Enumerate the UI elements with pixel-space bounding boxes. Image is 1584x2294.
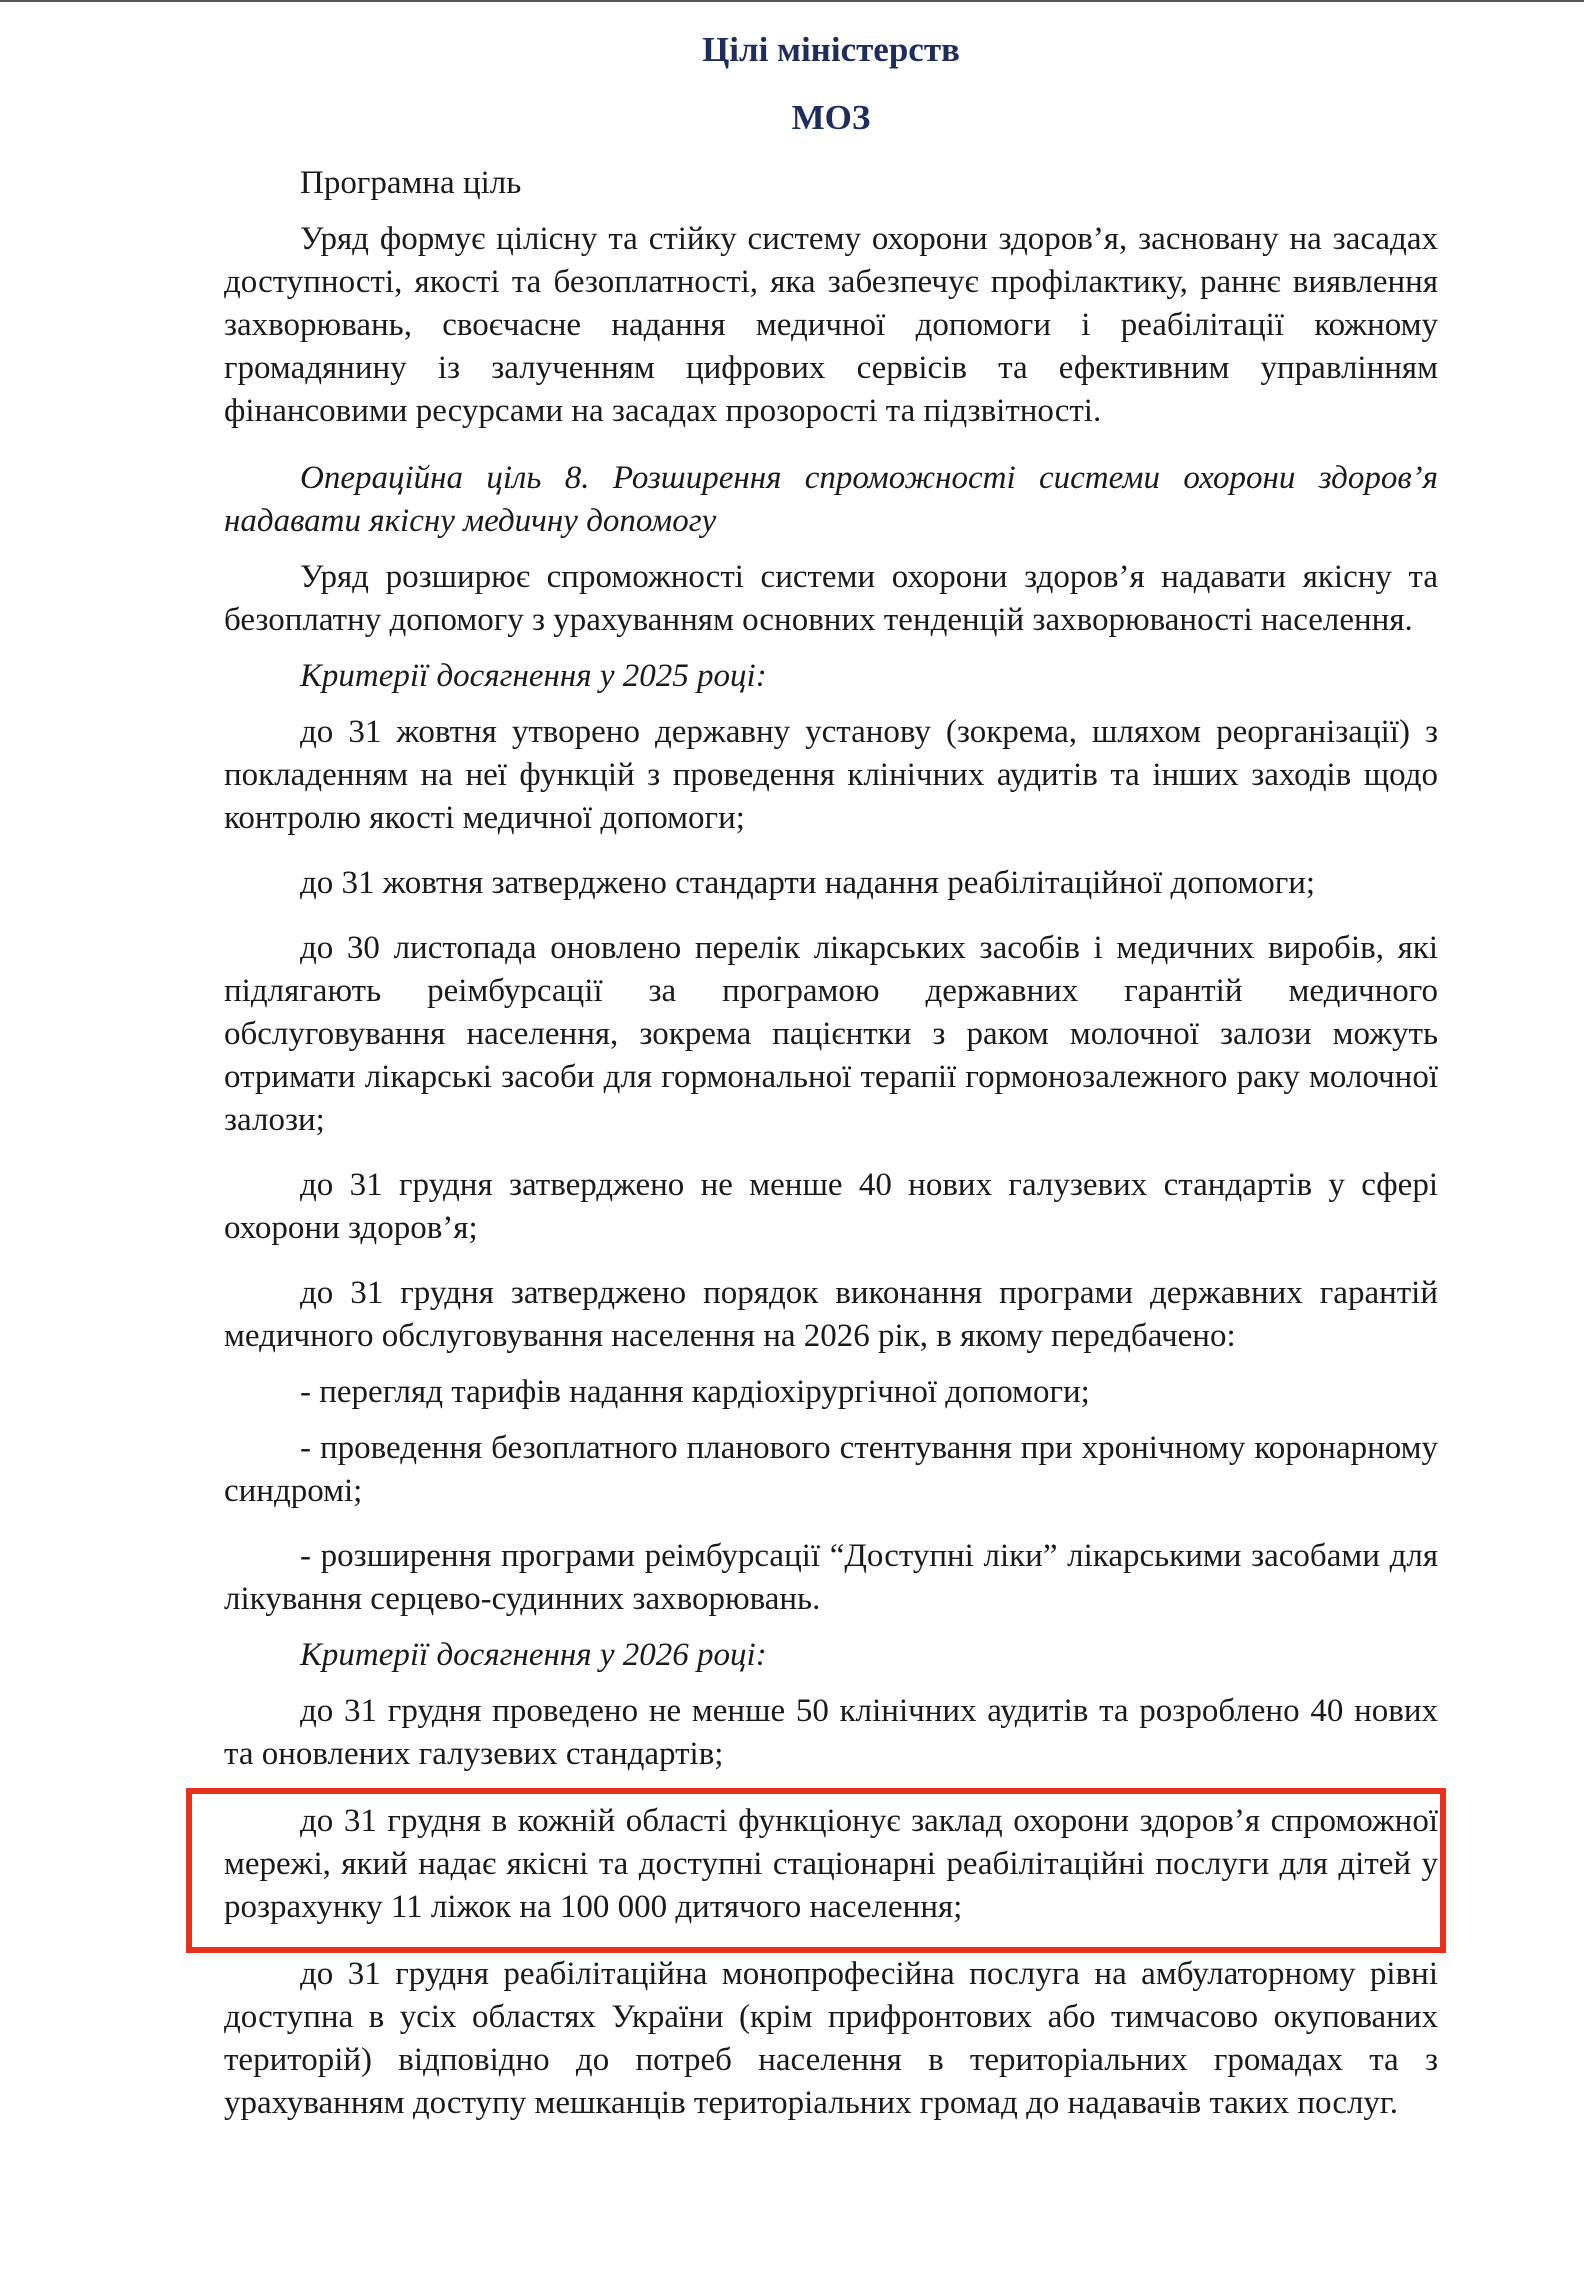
criteria-2025-item: до 31 грудня затверджено не менше 40 нових галузевих стандартів у сфері охорони здоров’я; <box>224 1167 1438 1246</box>
criteria-2026-item: до 31 грудня в кожній області функціонує заклад охорони здоров’я спроможної мережі, який надає якісні та доступні стаціонарні реабілітаційні послуги для дітей у розрахунку 11 ліжок на 100 000 дитячого населення; <box>224 1803 1438 1925</box>
ministry-title: МОЗ <box>791 98 871 137</box>
criteria-2025-sub-item: - проведення безоплатного планового стентування при хронічному коронарному синдромі; <box>224 1430 1438 1509</box>
criteria-2025-sub-item: - розширення програми реімбурсації “Доступні ліки” лікарськими засобами для лікування серцево-судинних захворювань. <box>224 1538 1438 1617</box>
criteria-2026-heading: Критерії досягнення у 2026 році: <box>300 1637 767 1673</box>
criteria-2025-item: до 31 грудня затверджено порядок виконання програми державних гарантій медичного обслуговування населення на 2026 рік, в якому передбачено: <box>224 1275 1438 1354</box>
criteria-2025-item: до 31 жовтня затверджено стандарти надання реабілітаційної допомоги; <box>300 865 1316 901</box>
criteria-2025-sub-item: - перегляд тарифів надання кардіохірургічної допомоги; <box>300 1374 1090 1410</box>
operational-goal-title: Операційна ціль 8. Розширення спроможності системи охорони здоров’я надавати якісну медичну допомогу <box>224 460 1438 539</box>
criteria-2025-heading: Критерії досягнення у 2025 році: <box>300 658 767 694</box>
operational-goal-text: Уряд розширює спроможності системи охорони здоров’я надавати якісну та безоплатну допомогу з урахуванням основних тенденцій захворюваності населення. <box>224 559 1438 638</box>
criteria-2026-item: до 31 грудня реабілітаційна монопрофесійна послуга на амбулаторному рівні доступна в усіх областях України (крім прифронтових або тимчасово окупованих територій) відповідно до потреб населення в територіальних громадах та з урахуванням доступу мешканців територіальних громад до надавачів таких послуг. <box>224 1956 1438 2121</box>
criteria-2025-item: до 30 листопада оновлено перелік лікарських засобів і медичних виробів, які підлягають реімбурсації за програмою державних гарантій медичного обслуговування населення, зокрема пацієнтки з раком молочної залози можуть отримати лікарські засоби для гормональної терапії гормонозалежного раку молочної залози; <box>224 930 1438 1138</box>
highlighted-criterion <box>224 1800 1438 1929</box>
program-goal-label: Програмна ціль <box>300 165 522 201</box>
document-page <box>224 28 1438 2125</box>
document-title: Цілі міністерств <box>702 30 960 69</box>
program-goal-text: Уряд формує цілісну та стійку систему охорони здоров’я, засновану на засадах доступності, якості та безоплатності, яка забезпечує профілактику, раннє виявлення захворювань, своєчасне надання медичної допомоги і реабілітації кожному громадянину із залученням цифрових сервісів та ефективним управлінням фінансовими ресурсами на засадах прозорості та підзвітності. <box>224 221 1438 429</box>
top-border-line <box>0 0 1584 2</box>
criteria-2026-item: до 31 грудня проведено не менше 50 клінічних аудитів та розроблено 40 нових та оновлених галузевих стандартів; <box>224 1693 1438 1772</box>
criteria-2025-item: до 31 жовтня утворено державну установу (зокрема, шляхом реорганізації) з покладенням на неї функцій з проведення клінічних аудитів та інших заходів щодо контролю якості медичної допомоги; <box>224 714 1438 836</box>
